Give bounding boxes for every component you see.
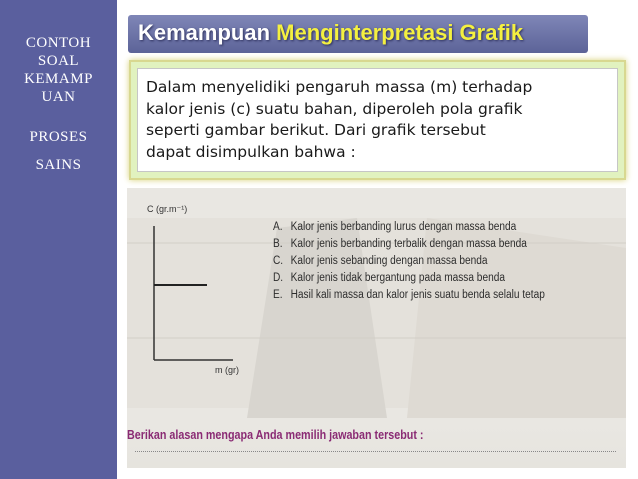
option-text: Hasil kali massa dan kalor jenis suatu benda selalu tetap (290, 289, 545, 301)
option-text: Kalor jenis tidak bergantung pada massa benda (290, 272, 505, 284)
option-letter: C. (273, 255, 284, 267)
sidebar-subtopic (0, 128, 117, 174)
option-letter: D. (273, 272, 284, 284)
option-c (273, 255, 488, 267)
option-text: Kalor jenis berbanding lurus dengan massa benda (290, 221, 517, 233)
title-bar (128, 15, 588, 53)
sidebar (0, 0, 117, 479)
y-axis-label: C (gr.m⁻¹) (147, 204, 188, 214)
x-axis-label: m (gr) (215, 365, 239, 375)
option-a (273, 221, 516, 233)
option-letter: A. (273, 221, 283, 233)
page-title (138, 20, 523, 46)
option-e (273, 289, 545, 301)
option-text: Kalor jenis sebanding dengan massa benda (290, 255, 488, 267)
sidebar-topic-line: UAN (41, 89, 76, 105)
option-letter: B. (273, 238, 283, 250)
reason-prompt: Berikan alasan mengapa Anda memilih jawaban tersebut : (127, 428, 424, 442)
option-text: Kalor jenis berbanding terbalik dengan massa benda (290, 238, 527, 250)
option-d (273, 272, 505, 284)
answer-line (135, 451, 616, 452)
sidebar-topic-line: SOAL (37, 53, 80, 69)
question-box (129, 60, 626, 180)
question-figure (127, 188, 626, 468)
sidebar-topic-line: KEMAMP (24, 71, 93, 87)
sidebar-sub-line: SAINS (35, 157, 82, 173)
title-part-1: Kemampuan (138, 20, 271, 45)
title-part-2: Menginterpretasi Grafik (276, 20, 524, 45)
sidebar-topic-line: CONTOH (25, 35, 92, 51)
question-inner (137, 68, 618, 172)
option-b (273, 238, 527, 250)
question-text: Dalam menyelidiki pengaruh massa (m) terhadap kalor jenis (c) suatu bahan, diperoleh pola grafik seperti gambar berikut. Dari grafik tersebut dapat disimpulkan bahwa : (146, 78, 533, 161)
option-letter: E. (273, 289, 283, 301)
sidebar-sub-line: PROSES (29, 129, 88, 145)
sidebar-topic (0, 34, 117, 106)
